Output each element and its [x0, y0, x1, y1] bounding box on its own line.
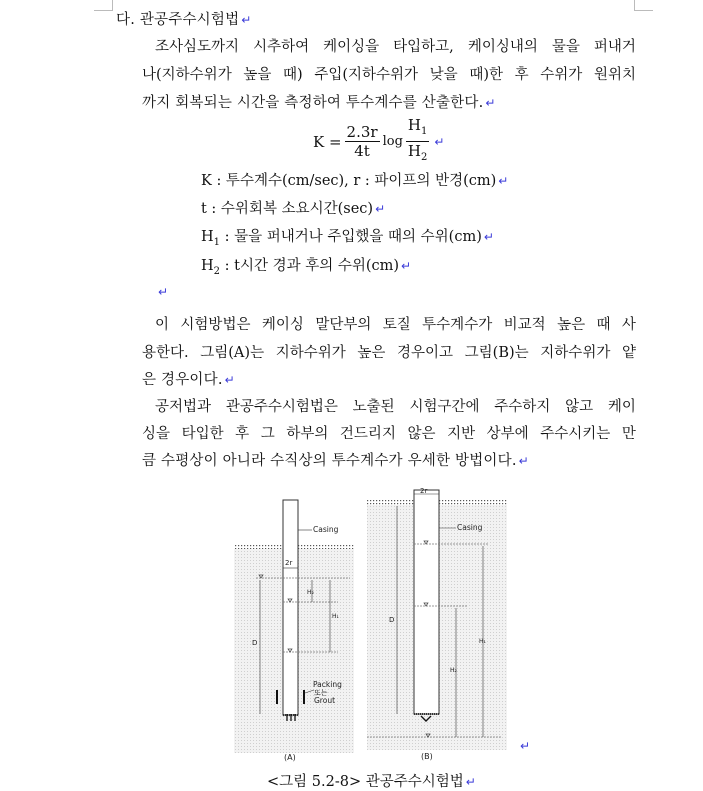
paragraph-3-line-3: 큼 수평상이 아니라 수직상의 투수계수가 우세한 방법이다. ↵ [142, 453, 529, 469]
h1-label-b: H₁ [479, 638, 486, 645]
word: 케이 [607, 399, 636, 415]
paragraph-1-line-2 [142, 63, 636, 84]
word: 노출된 [352, 399, 395, 415]
figure-caption: <그림 5.2-8> 관공주수시험법 ↵ [267, 774, 476, 790]
word: 시험방법은 [180, 317, 251, 333]
word: 싱을 [142, 426, 171, 442]
word: 이 [155, 317, 170, 333]
casing-label-b: Casing [457, 523, 483, 532]
word: 높은 [557, 317, 586, 333]
paragraph-2-line-1 [155, 313, 636, 334]
word: 주입(지하수위가 [314, 67, 419, 83]
paragraph-1-line-3: 까지 회복되는 시간을 측정하여 투수계수를 산출한다. ↵ [142, 95, 496, 111]
word: 용한다. [142, 345, 189, 361]
d-label-a: D [252, 639, 258, 647]
casing-pipe-b [414, 490, 439, 714]
word: 관공주수시험법은 [225, 399, 338, 415]
word: 말단부의 [315, 317, 372, 333]
casing-test-figure [232, 482, 532, 767]
word: 그림(A)는 [200, 345, 265, 361]
word: 않고 [565, 399, 594, 415]
empty-paragraph-mark: ↵ [158, 285, 169, 299]
figure-b-label: (B) [421, 752, 433, 761]
word: 때)한 [469, 67, 503, 83]
word: 비교적 [503, 317, 546, 333]
formula-ratio: $\frac{H_1}{H_2}$ [407, 116, 428, 163]
word: 후 [235, 426, 250, 442]
word: 투수계수가 [422, 317, 493, 333]
paragraph-2-line-3: 은 경우이다. ↵ [142, 372, 235, 388]
h2-label-b: H₂ [450, 667, 457, 674]
word: 만 [621, 426, 636, 442]
word: 주수하지 [494, 399, 551, 415]
word: 공저법과 [155, 399, 212, 415]
casing-label-a: Casing [313, 525, 339, 534]
definition-k-r: K : 투수계수(cm/sec), r : 파이프의 반경(cm) ↵ [201, 173, 509, 189]
definition-h2: $H_2$ : t시간 경과 후의 수위(cm) ↵ [201, 258, 412, 277]
word: 토질 [382, 317, 411, 333]
word: 경우이고 [397, 345, 454, 361]
word: 그 [260, 426, 275, 442]
word: 시험구간에 [409, 399, 480, 415]
paragraph-3-line-2 [142, 422, 636, 443]
paragraph-mark-icon: ↵ [434, 134, 445, 149]
page-corner-mark-right [634, 0, 653, 11]
word: 상부에 [486, 426, 529, 442]
paragraph-1-line-1 [155, 35, 636, 56]
paragraph-mark-icon: ↵ [241, 13, 252, 27]
packing-label-1: Packing [313, 680, 342, 689]
word: 얕 [621, 345, 636, 361]
word: 케이싱을 [323, 39, 380, 55]
word: 타입하고, [393, 39, 454, 55]
definition-h1: $H_1$ : 물을 퍼내거나 주입했을 때의 수위(cm) ↵ [201, 229, 494, 248]
word: 그림(B)는 [464, 345, 529, 361]
word: 하부의 [286, 426, 329, 442]
packing-label-3: Grout [314, 696, 336, 705]
formula-lhs: K = [313, 132, 342, 151]
word: 건드리지 [339, 426, 396, 442]
word: 나(지하수위가 [142, 67, 232, 83]
paragraph-3-line-1 [155, 395, 636, 416]
word: 후 [514, 67, 529, 83]
figure-b [367, 487, 507, 761]
word: 주수시키는 [540, 426, 611, 442]
word: 않은 [407, 426, 436, 442]
word: 지하수위가 [275, 345, 346, 361]
word: 높을 [243, 67, 272, 83]
page-corner-mark-left [94, 0, 113, 11]
word: 타입한 [181, 426, 224, 442]
figure-a [234, 500, 354, 762]
permeability-formula [313, 116, 444, 167]
word: 때 [596, 317, 611, 333]
word: 케이싱내의 [467, 39, 538, 55]
word: 높은 [357, 345, 386, 361]
radius-label-b: 2r [420, 487, 428, 495]
word: 조사심도까지 [155, 39, 240, 55]
word: 시추하여 [253, 39, 310, 55]
formula-log: log [382, 134, 403, 149]
h2-label-a: H₂ [307, 589, 314, 596]
paragraph-2-line-2 [142, 341, 636, 362]
word: 때) [283, 67, 303, 83]
word: 지반 [447, 426, 476, 442]
word: 지하수위가 [540, 345, 611, 361]
h1-label-a: H₁ [332, 613, 339, 620]
word: 케이싱 [261, 317, 304, 333]
packing-label-2: 또는 [314, 689, 328, 697]
definition-t: t : 수위회복 소요시간(sec) ↵ [201, 201, 386, 217]
casing-pipe-a [283, 500, 298, 715]
word: 퍼내거 [593, 39, 636, 55]
figure-a-label: (A) [284, 753, 296, 762]
word: 낮을 [429, 67, 458, 83]
word: 수위가 [540, 67, 583, 83]
word: 물을 [551, 39, 580, 55]
d-label-b: D [389, 616, 395, 624]
figure-paragraph-mark: ↵ [520, 739, 531, 753]
word: 원위치 [593, 67, 636, 83]
radius-label-a: 2r [285, 559, 293, 567]
word: 사 [621, 317, 636, 333]
section-heading: 다. 관공주수시험법 ↵ [116, 12, 252, 28]
formula-fraction: $\frac{2.3r}{4t}$ [346, 123, 378, 160]
paragraph-mark-icon: ↵ [485, 96, 496, 110]
